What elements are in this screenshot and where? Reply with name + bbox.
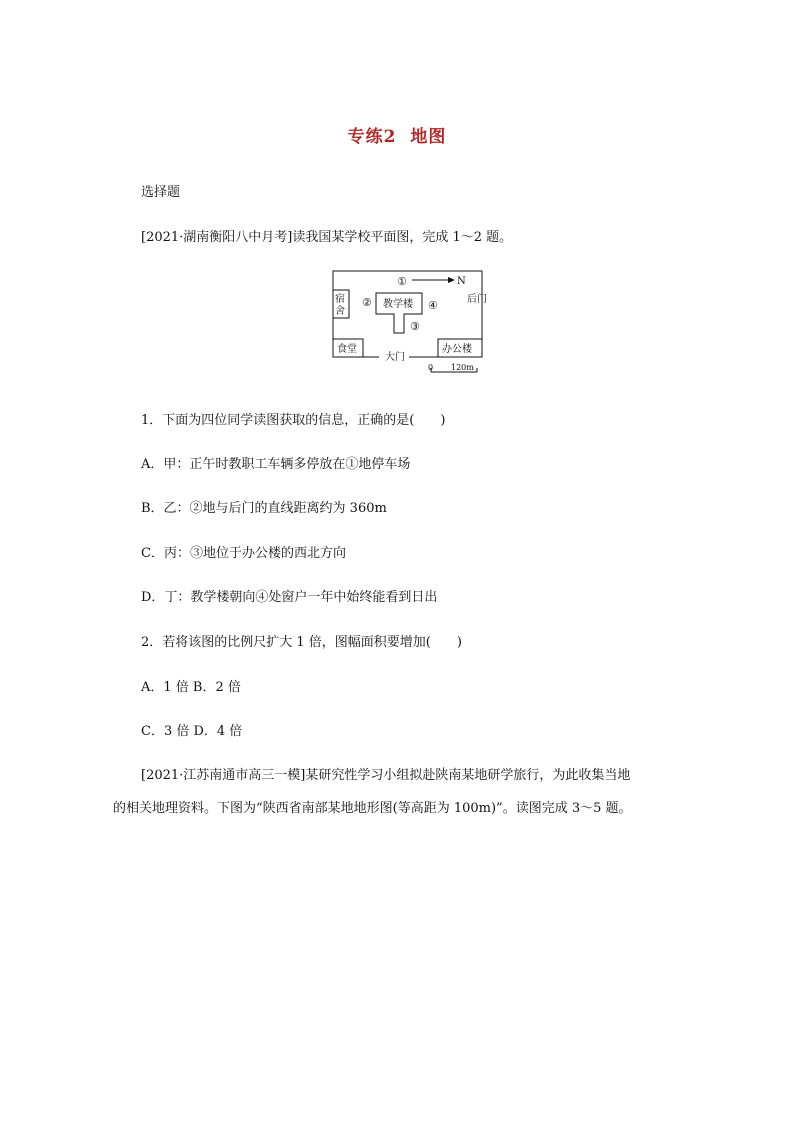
- section-heading: 选择题: [141, 185, 181, 200]
- back-gate-label: 后门: [467, 294, 487, 305]
- intro-question-3-5-line2: 的相关地理资料。下图为“陕西省南部某地地形图(等高距为 100m)”。读图完成 3～5 题。: [113, 801, 632, 816]
- school-plan-map: [330, 268, 490, 378]
- scale-120m: 120m: [451, 363, 474, 372]
- intro-question-3-5-line1: [2021·江苏南通市高三一模]某研究性学习小组拟赴陕南某地研学旅行，为此收集当地: [141, 768, 631, 783]
- scale-zero: 0: [428, 363, 434, 372]
- location-3: ③: [410, 320, 420, 333]
- question-1-option-a: A．甲：正午时教职工车辆多停放在①地停车场: [141, 457, 411, 472]
- location-2: ②: [362, 296, 372, 309]
- question-1-option-d: D．丁：教学楼朝向④处窗户一年中始终能看到日出: [141, 590, 438, 605]
- canteen-label: 食堂: [337, 344, 357, 355]
- intro-question-1-2: [2021·湖南衡阳八中月考]读我国某学校平面图，完成 1～2 题。: [141, 230, 513, 245]
- question-1-option-c: C．丙：③地位于办公楼的西北方向: [141, 546, 346, 561]
- north-arrow-head: [448, 277, 455, 283]
- teaching-building-label: 教学楼: [383, 299, 413, 310]
- location-4: ④: [428, 299, 438, 312]
- dormitory-label-2: 舍: [335, 306, 345, 317]
- question-1-stem: 1．下面为四位同学读图获取的信息，正确的是( ): [141, 413, 446, 428]
- question-1-option-b: B．乙：②地与后门的直线距离约为 360m: [141, 501, 387, 516]
- main-gate-label: 大门: [385, 352, 405, 363]
- question-2-stem: 2．若将该图的比例尺扩大 1 倍，图幅面积要增加( ): [141, 635, 462, 650]
- question-2-options-ab: A．1 倍 B．2 倍: [141, 680, 241, 695]
- location-1: ①: [397, 275, 407, 288]
- office-label: 办公楼: [442, 344, 472, 355]
- dormitory-label-1: 宿: [335, 294, 345, 305]
- title-part1: 专练2: [347, 127, 397, 147]
- page-title: [0, 122, 794, 147]
- north-label: N: [457, 276, 466, 287]
- title-part2: 地图: [410, 127, 447, 147]
- question-2-options-cd: C．3 倍 D．4 倍: [141, 724, 243, 739]
